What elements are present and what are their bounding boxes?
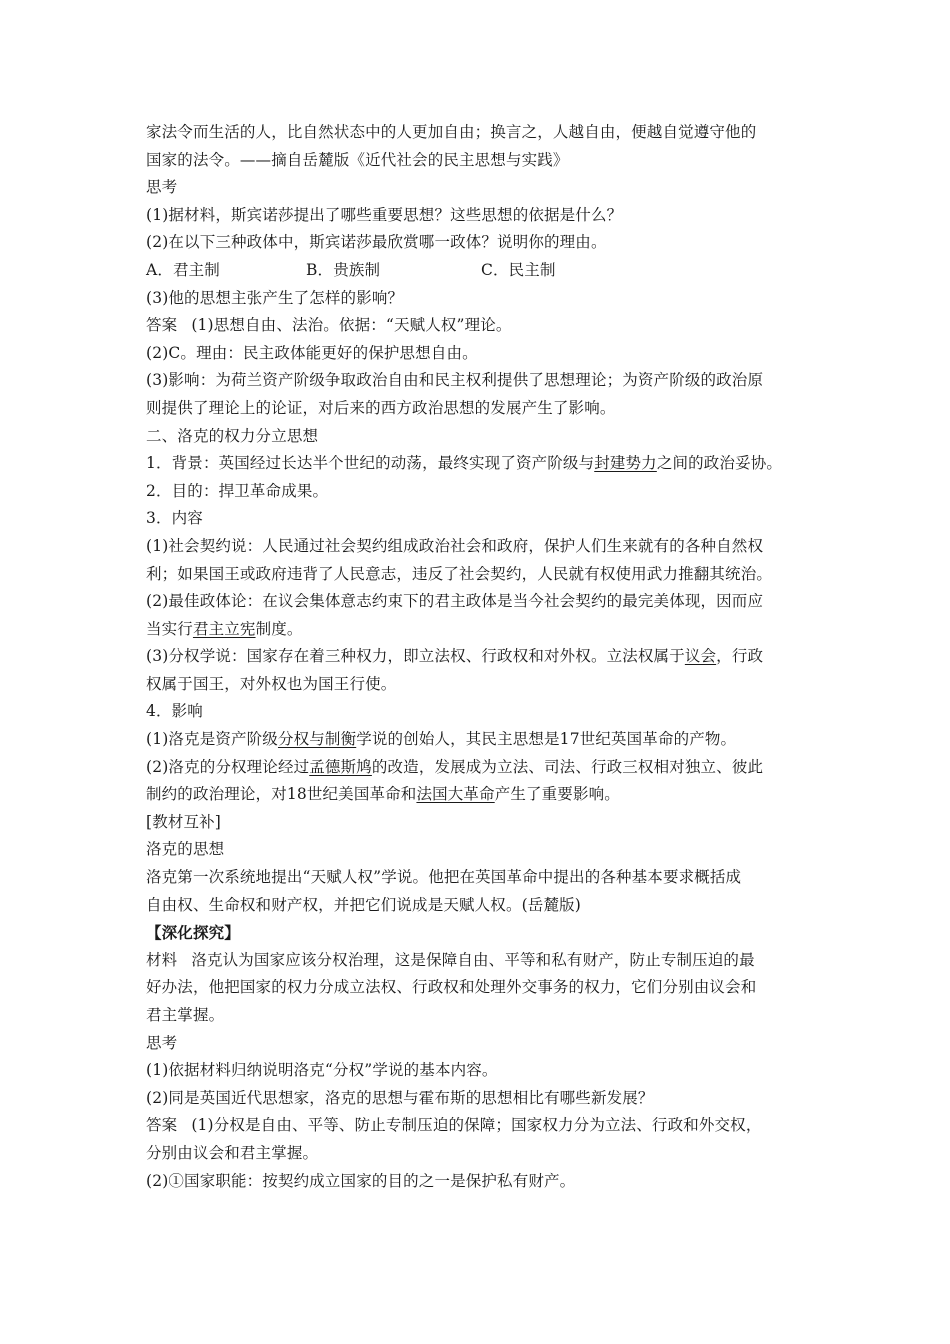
text-span: 制约的政治理论，对18世纪美国革命和 xyxy=(146,785,417,804)
document-page xyxy=(146,119,836,1195)
content-1-line: (1)社会契约说：人民通过社会契约组成政治社会和政府，保护人们生来就有的各种自然权 xyxy=(146,536,764,555)
influence-1 xyxy=(146,726,836,754)
answer-2: (2)C。理由：民主政体能更好的保护思想自由。 xyxy=(146,343,478,362)
text-line: 家法令而生活的人，比自然状态中的人更加自由；换言之，人越自由，便越自觉遵守他的 xyxy=(146,123,757,141)
underlined-term: 封建势力 xyxy=(594,454,657,473)
material-line xyxy=(146,947,836,975)
text-span: 制度。 xyxy=(255,619,303,638)
text-span: 洛克认为国家应该分权治理，这是保障自由、平等和私有财产，防止专制压迫的最 xyxy=(191,950,755,969)
underlined-term: 孟德斯鸠 xyxy=(309,757,372,776)
underlined-term: 君主立宪 xyxy=(192,619,256,638)
answer-1 xyxy=(146,312,836,340)
option-b: B．贵族制 xyxy=(306,260,381,279)
text-span: (1)洛克是资产阶级 xyxy=(146,730,278,749)
underlined-term: 分权与制衡 xyxy=(277,730,357,749)
answer-3-line: 则提供了理论上的论证，对后来的西方政治思想的发展产生了影响。 xyxy=(146,398,616,417)
deep-answer-line: 分别由议会和君主掌握。 xyxy=(146,1143,319,1162)
influence-title: 4．影响 xyxy=(146,702,203,721)
deep-question-2: (2)同是英国近代思想家，洛克的思想与霍布斯的思想相比有哪些新发展？ xyxy=(146,1088,654,1107)
underlined-term: 议会 xyxy=(684,647,717,666)
text-span: ，行政 xyxy=(716,647,764,666)
content-1-line: 利；如果国王或政府违背了人民意志，违反了社会契约，人民就有权使用武力推翻其统治。 xyxy=(146,564,773,583)
content-3-line: 权属于国王，对外权也为国王行使。 xyxy=(146,674,397,693)
material-line: 君主掌握。 xyxy=(146,1006,225,1024)
supplement-heading: [教材互补] xyxy=(146,812,221,831)
text-span: (2)洛克的分权理论经过 xyxy=(146,757,310,776)
content-2-line: (2)最佳政体论：在议会集体意志约束下的君主政体是当今社会契约的最完美体现，因而应 xyxy=(146,592,764,611)
deep-answer-line: (2)①国家职能：按契约成立国家的目的之一是保护私有财产。 xyxy=(146,1171,576,1190)
text-span: 产生了重要影响。 xyxy=(494,785,620,804)
text-span: 的改造，发展成为立法、司法、行政三权相对独立、彼此 xyxy=(371,757,764,776)
content-3-line xyxy=(146,643,836,671)
think-heading: 思考 xyxy=(146,1033,178,1052)
influence-2-line xyxy=(146,754,836,782)
answer-text: (1)思想自由、法治。依据：“天赋人权”理论。 xyxy=(191,316,512,335)
supplement-line: 洛克第一次系统地提出“天赋人权”学说。他把在英国革命中提出的各种基本要求概括成 xyxy=(146,868,742,887)
text-span: (1)分权是自由、平等、防止专制压迫的保障；国家权力分为立法、行政和外交权， xyxy=(191,1116,762,1135)
answer-label: 答案 xyxy=(146,1116,178,1135)
text-span: 当实行 xyxy=(146,619,193,638)
think-heading: 思考 xyxy=(146,178,178,197)
options-row xyxy=(146,257,836,285)
influence-2-line xyxy=(146,781,836,809)
supplement-title: 洛克的思想 xyxy=(146,840,225,859)
question-1: (1)据材料，斯宾诺莎提出了哪些重要思想？这些思想的依据是什么？ xyxy=(146,205,623,224)
material-line: 好办法，他把国家的权力分成立法权、行政权和处理外交事务的权力，它们分别由议会和 xyxy=(146,978,757,997)
deep-answer-line xyxy=(146,1112,836,1140)
text-span: 学说的创始人，其民主思想是17世纪英国革命的产物。 xyxy=(356,730,737,749)
answer-3-line: (3)影响：为荷兰资产阶级争取政治自由和民主权利提供了思想理论；为资产阶级的政治原 xyxy=(146,371,764,390)
question-2: (2)在以下三种政体中，斯宾诺莎最欣赏哪一政体？说明你的理由。 xyxy=(146,233,607,252)
content-2-line xyxy=(146,616,836,644)
deep-question-1: (1)依据材料归纳说明洛克“分权”学说的基本内容。 xyxy=(146,1061,498,1080)
purpose-point: 2．目的：捍卫革命成果。 xyxy=(146,481,329,500)
underlined-term: 法国大革命 xyxy=(416,785,495,804)
text-line: 国家的法令。——摘自岳麓版《近代社会的民主思想与实践》 xyxy=(146,150,569,169)
material-label: 材料 xyxy=(146,950,178,969)
background-point xyxy=(146,450,836,478)
deep-inquiry-heading: 【深化探究】 xyxy=(146,923,240,943)
answer-label: 答案 xyxy=(146,316,178,335)
text-span: 1．背景：英国经过长达半个世纪的动荡，最终实现了资产阶级与 xyxy=(146,454,595,473)
question-3: (3)他的思想主张产生了怎样的影响？ xyxy=(146,288,404,307)
content-title: 3．内容 xyxy=(146,509,203,528)
supplement-line: 自由权、生命权和财产权，并把它们说成是天赋人权。(岳麓版) xyxy=(146,895,581,914)
text-span: (3)分权学说：国家存在着三种权力，即立法权、行政权和对外权。立法权属于 xyxy=(146,647,685,666)
section-title: 二、洛克的权力分立思想 xyxy=(146,426,319,445)
option-c: C．民主制 xyxy=(481,260,556,279)
text-span: 之间的政治妥协。 xyxy=(656,454,783,473)
option-a: A．君主制 xyxy=(146,260,220,279)
